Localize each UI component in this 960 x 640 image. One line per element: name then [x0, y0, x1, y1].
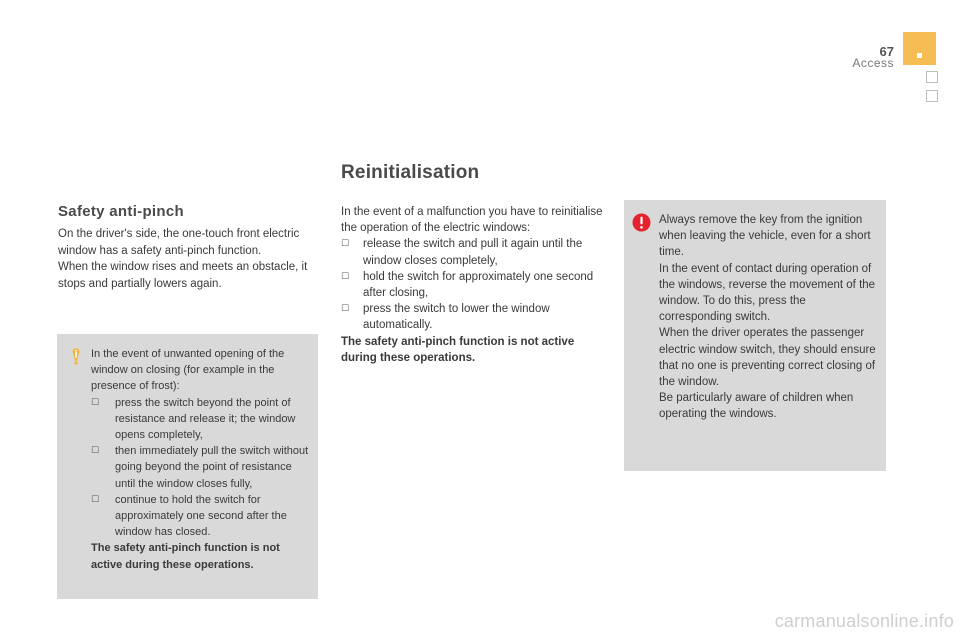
- info-icon: [67, 347, 85, 365]
- reinit-bullet-text: press the switch to lower the window automatically.: [363, 303, 550, 332]
- reinit-bullet: [341, 301, 611, 333]
- warning-box-text: [659, 212, 881, 423]
- warning-line: Be particularly aware of children when operating the windows.: [659, 392, 854, 421]
- warning-line: Always remove the key from the ignition when leaving the vehicle, even for a short time.: [659, 214, 871, 259]
- info-note: The safety anti-pinch function is not active during these operations.: [91, 542, 280, 571]
- reinit-bullet: [341, 269, 611, 301]
- info-box-text: [91, 346, 311, 573]
- info-box: [57, 334, 318, 599]
- bullet-checkbox-icon: ☐: [91, 494, 100, 505]
- reinit-intro: In the event of a malfunction you have to reinitialise the operation of the electric windows:: [341, 206, 603, 235]
- bullet-checkbox-icon: ☐: [91, 397, 100, 408]
- bullet-checkbox-icon: ☐: [341, 304, 350, 315]
- info-intro: In the event of unwanted opening of the window on closing (for example in the presence of frost):: [91, 348, 285, 393]
- watermark: carmanualsonline.info: [774, 611, 954, 631]
- safety-heading: Safety anti-pinch: [58, 203, 184, 220]
- reinit-bullet: [341, 236, 611, 268]
- warning-icon: [632, 213, 651, 232]
- warning-line: When the driver operates the passenger electric window switch, they should ensure that no one is preventing correct closing of the window.: [659, 327, 876, 389]
- reinit-bullet-text: hold the switch for approximately one second after closing,: [363, 270, 594, 300]
- safety-paragraph-1: On the driver's side, the one-touch front electric window has a safety anti-pinch function.: [58, 228, 300, 257]
- tab-marker: [917, 53, 922, 58]
- section-tab-empty: [926, 90, 938, 102]
- warning-line: In the event of contact during operation of the windows, reverse the movement of the window. To do this, press the corresponding switch.: [659, 262, 876, 324]
- info-bullet-text: continue to hold the switch for approximately one second after the window has closed.: [115, 493, 287, 539]
- safety-description: [58, 226, 323, 292]
- info-bullet: [91, 492, 311, 541]
- section-title: Access: [852, 56, 894, 70]
- reinit-bullet-text: release the switch and pull it again until the window closes completely,: [363, 238, 583, 267]
- section-tab-empty: [926, 71, 938, 83]
- warning-box: [624, 200, 886, 471]
- info-bullet: [91, 395, 311, 444]
- bullet-checkbox-icon: ☐: [341, 271, 350, 282]
- info-bullet-text: press the switch beyond the point of resistance and release it; the window opens completely,: [115, 396, 296, 442]
- reinit-note: The safety anti-pinch function is not active during these operations.: [341, 335, 575, 364]
- bullet-checkbox-icon: ☐: [341, 239, 350, 250]
- info-bullet: [91, 443, 311, 492]
- bullet-checkbox-icon: ☐: [91, 446, 100, 457]
- reinit-heading: Reinitialisation: [341, 162, 480, 183]
- info-bullet-text: then immediately pull the switch without going beyond the point of resistance until the window closes fully,: [115, 445, 309, 490]
- reinit-text: [341, 204, 611, 366]
- safety-paragraph-2: When the window rises and meets an obstacle, it stops and partially lowers again.: [58, 261, 308, 290]
- page-number: 67: [879, 44, 894, 59]
- section-tab-active: [903, 32, 936, 65]
